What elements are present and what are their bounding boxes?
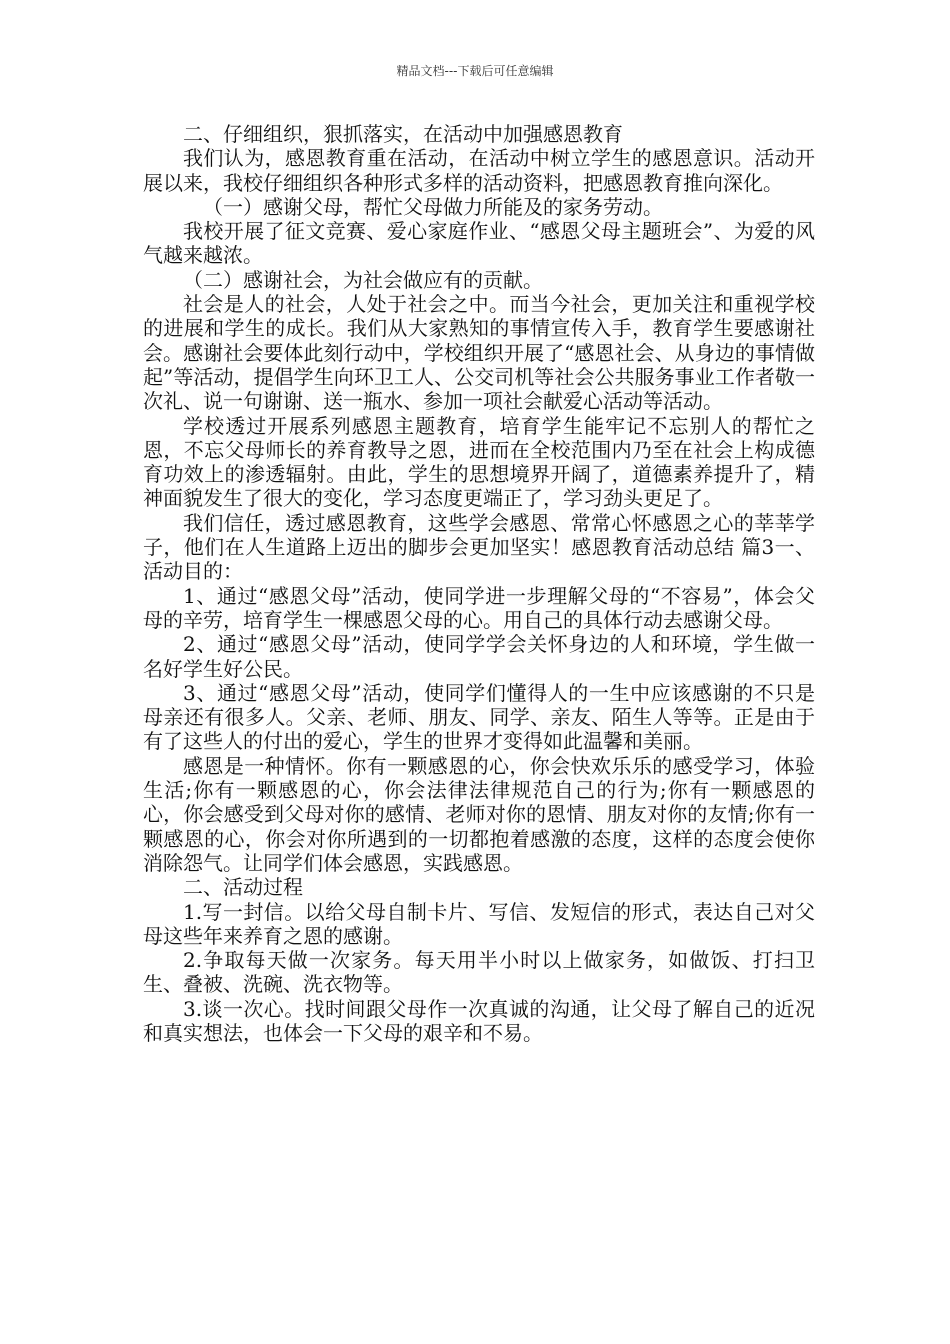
list-item: 3、通过“感恩父母”活动，使同学们懂得人的一生中应该感谢的不只是母亲还有很多人。父亲、老师、朋友、同学、亲友、陌生人等等。正是由于有了这些人的付出的爱心，学生的世界才变得如此温馨和美丽。	[143, 680, 815, 754]
paragraph: 我校开展了征文竞赛、爱心家庭作业、“感恩父母主题班会”、为爱的风气越来越浓。	[143, 219, 815, 268]
list-item: 1.写一封信。以给父母自制卡片、写信、发短信的形式，表达自己对父母这些年来养育之恩的感谢。	[143, 899, 815, 948]
document-body	[143, 122, 815, 1045]
list-item: 3.谈一次心。找时间跟父母作一次真诚的沟通，让父母了解自己的近况和真实想法，也体会一下父母的艰辛和不易。	[143, 996, 815, 1045]
subsection-heading: （一）感谢父母，帮忙父母做力所能及的家务劳动。	[203, 194, 663, 219]
paragraph: 学校透过开展系列感恩主题教育，培育学生能牢记不忘别人的帮忙之恩，不忘父母师长的养育教导之恩，进而在全校范围内乃至在社会上构成德育功效上的渗透辐射。由此，学生的思想境界开阔了，道德素养提升了，精神面貌发生了很大的变化，学习态度更端正了，学习劲头更足了。	[143, 413, 815, 511]
paragraph: 社会是人的社会，人处于社会之中。而当今社会，更加关注和重视学校的进展和学生的成长。我们从大家熟知的事情宣传入手，教育学生要感谢社会。感谢社会要体此刻行动中，学校组织开展了“感恩社会、从身边的事情做起”等活动，提倡学生向环卫工人、公交司机等社会公共服务事业工作者敬一次礼、说一句谢谢、送一瓶水、参加一项社会献爱心活动等活动。	[143, 292, 815, 414]
paragraph: 我们信任，透过感恩教育，这些学会感恩、常常心怀感恩之心的莘莘学子，他们在人生道路上迈出的脚步会更加坚实！感恩教育活动总结 篇3一、活动目的：	[143, 510, 815, 584]
page-header: 精品文档---下载后可任意编辑	[396, 64, 554, 78]
paragraph: 感恩是一种情怀。你有一颗感恩的心，你会快欢乐乐的感受学习，体验生活;你有一颗感恩的心，你会法律法律规范自己的行为;你有一颗感恩的心，你会感受到父母对你的感情、老师对你的恩情、朋友对你的友情;你有一颗感恩的心，你会对你所遇到的一切都抱着感激的态度，这样的态度会使你消除怨气。让同学们体会感恩，实践感恩。	[143, 753, 815, 875]
list-item: 2.争取每天做一次家务。每天用半小时以上做家务，如做饭、打扫卫生、叠被、洗碗、洗衣物等。	[143, 948, 815, 997]
list-item: 2、通过“感恩父母”活动，使同学学会关怀身边的人和环境，学生做一名好学生好公民。	[143, 632, 815, 681]
subsection-heading: （二）感谢社会，为社会做应有的贡献。	[183, 267, 543, 292]
list-item: 1、通过“感恩父母”活动，使同学进一步理解父母的“不容易”，体会父母的辛劳，培育学生一棵感恩父母的心。用自己的具体行动去感谢父母。	[143, 583, 815, 632]
section-heading: 二、活动过程	[183, 875, 303, 900]
paragraph: 我们认为，感恩教育重在活动，在活动中树立学生的感恩意识。活动开展以来，我校仔细组织各种形式多样的活动资料，把感恩教育推向深化。	[143, 146, 815, 195]
section-heading: 二、仔细组织，狠抓落实，在活动中加强感恩教育	[183, 122, 623, 146]
